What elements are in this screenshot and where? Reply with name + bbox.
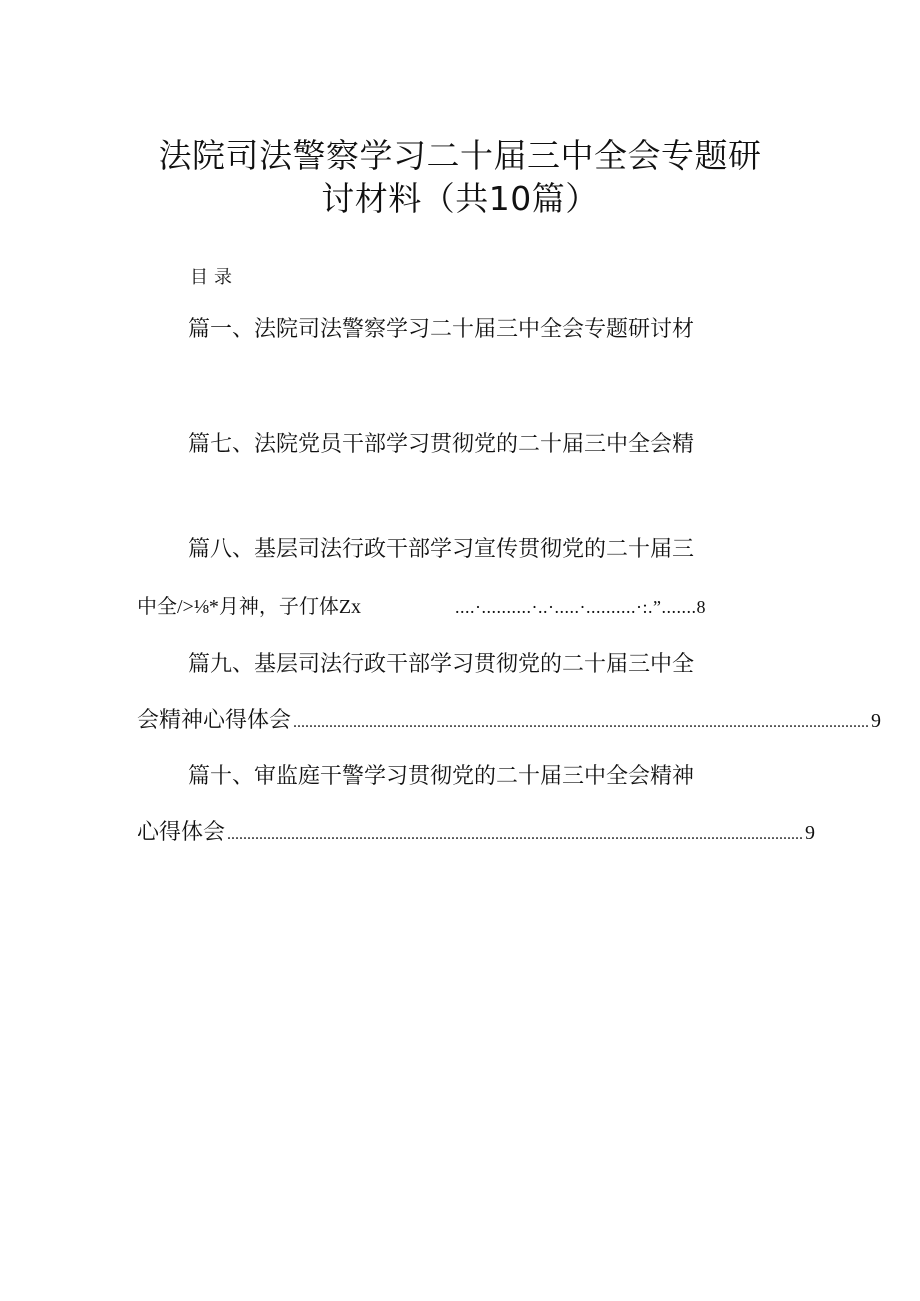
toc-entry-10-line-2[interactable]	[137, 818, 816, 850]
toc-entry-10-line-1[interactable]: 篇十、审监庭干警学习贯彻党的二十届三中全会精神	[188, 764, 695, 789]
toc-entry-1[interactable]: 篇一、法院司法警察学习二十届三中全会专题研讨材	[188, 317, 695, 342]
toc-entry-9-label: 会精神心得体会	[137, 708, 292, 733]
toc-entry-7[interactable]: 篇七、法院党员干部学习贯彻党的二十届三中全会精	[188, 432, 695, 457]
toc-entry-8-line-1[interactable]: 篇八、基层司法行政干部学习宣传贯彻党的二十届三	[188, 537, 695, 562]
toc-entry-8-line-2[interactable]	[137, 592, 777, 622]
toc-entry-9-page-number: 9	[871, 710, 882, 732]
document-title-line-2: 讨材料（共10篇）	[321, 179, 599, 218]
toc-entry-9-line-1[interactable]: 篇九、基层司法行政干部学习贯彻党的二十届三中全	[188, 652, 695, 677]
dot-leader: ................................................................................................................................................	[227, 826, 804, 843]
document-title-line-1: 法院司法警察学习二十届三中全会专题研	[158, 136, 762, 175]
toc-entry-9-line-2[interactable]	[137, 706, 882, 738]
toc-entry-10-page-number: 9	[805, 822, 816, 844]
toc-entry-8-garbled-text: 中全/>⅛*月神，子仃体Zx	[137, 596, 362, 618]
toc-entry-10-label: 心得体会	[137, 820, 226, 845]
toc-heading: 目录	[190, 267, 238, 288]
toc-entry-8-leader-and-page: ....·..........·..·.....·..........·:.”.......8	[455, 597, 706, 617]
dot-leader: ................................................................................................................................................	[293, 714, 870, 731]
